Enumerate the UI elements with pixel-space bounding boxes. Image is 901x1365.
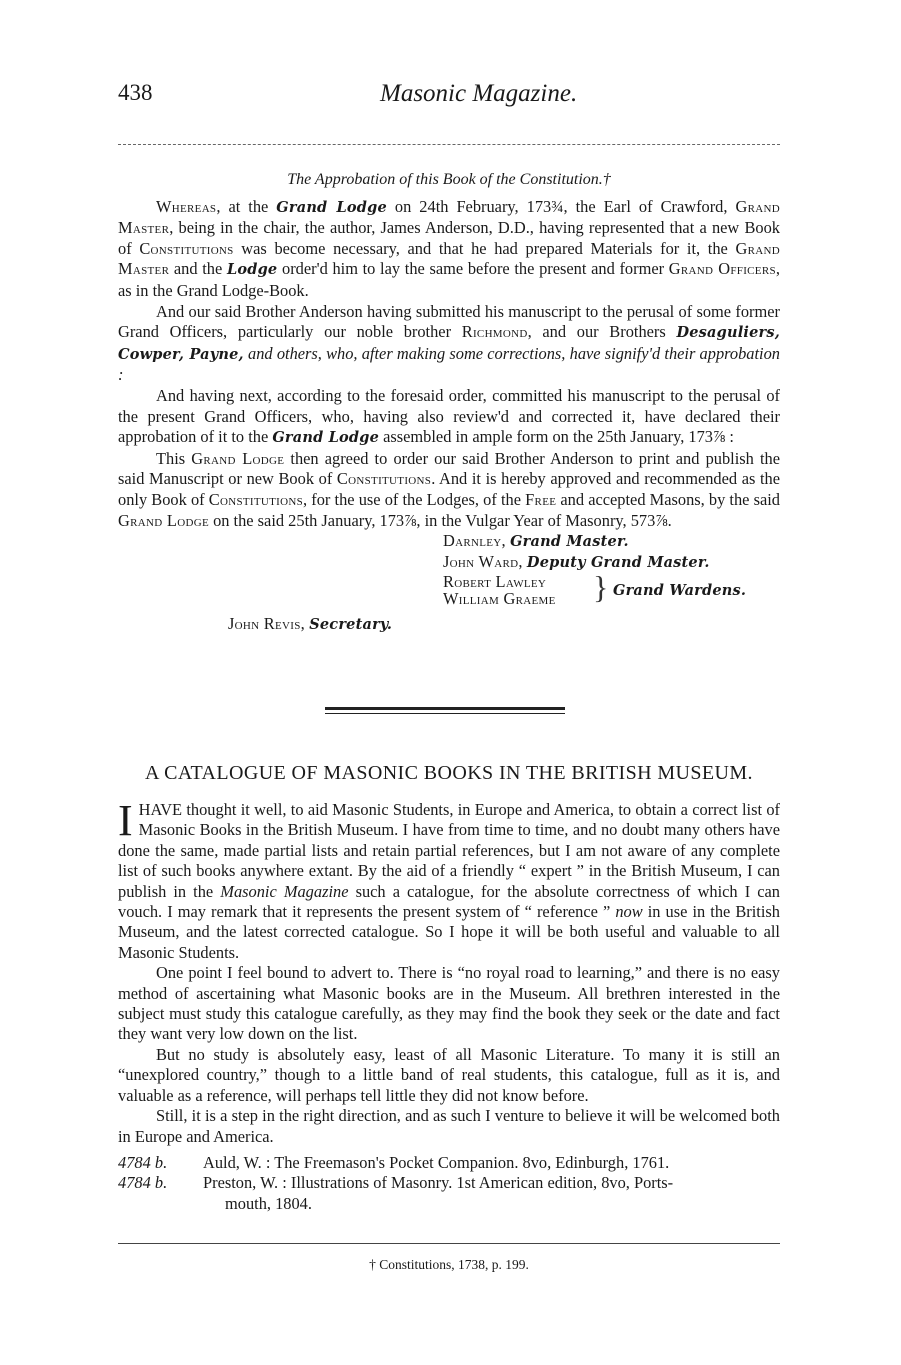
catalogue-title: A CATALOGUE OF MASONIC BOOKS IN THE BRITISH MUSEUM.	[145, 762, 753, 784]
catalogue-entry	[118, 1153, 780, 1173]
catalogue-section	[118, 796, 780, 1214]
running-title: Masonic Magazine.	[380, 80, 578, 107]
approbation-heading: The Approbation of this Book of the Constitution.†	[287, 171, 611, 188]
catalogue-paragraph-4: Still, it is a step in the right direction, and as such I venture to believe it will be welcomed both in Europe and America.	[118, 1106, 780, 1146]
catalogue-paragraph-3: But no study is absolutely easy, least of all Masonic Literature. To many it is still an “unexplored country,” though to a little band of real students, this catalogue, full as it is, and valuable as a reference, will perhaps tell little they did not know before.	[118, 1044, 780, 1105]
wardens-title: Grand Wardens.	[613, 582, 747, 600]
signature-block	[118, 531, 780, 639]
signature-warden-2: William Graeme	[443, 589, 556, 609]
section-separator-thin	[325, 713, 565, 714]
entry-text: Auld, W. : The Freemason's Pocket Companion. 8vo, Edinburgh, 1761.	[203, 1152, 670, 1172]
signature-deputy-grand-master: John Ward, Deputy Grand Master.	[443, 552, 710, 572]
footnote-rule	[118, 1243, 780, 1244]
catalogue-entry	[118, 1173, 780, 1214]
entry-number: 4784 b.	[118, 1173, 168, 1193]
catalogue-entries	[118, 1153, 780, 1214]
catalogue-paragraph-1: I HAVE thought it well, to aid Masonic Students, in Europe and America, to obtain a correct list of Masonic Books in the British Museum. I have from time to time, and no doubt many others have done the same, made partial lists and retain partial references, but I am not aware of any complete list of such books anywhere extant. By the aid of a friendly “ expert ” in the British Museum, I can publish in the Masonic Magazine such a catalogue, for the absolute correctness of which I can vouch. I may remark that it represents the present system of “ reference ” now in use in the British Museum, and the latest corrected catalogue. So I hope it will be both useful and valuable to all Masonic Students.	[118, 796, 780, 962]
footnote: † Constitutions, 1738, p. 199.	[369, 1257, 529, 1272]
wardens-brace-icon: }	[593, 569, 609, 606]
entry-text: Preston, W. : Illustrations of Masonry. 1st American edition, 8vo, Ports-	[203, 1173, 674, 1193]
signature-secretary: John Revis, Secretary.	[228, 614, 393, 634]
approbation-section	[118, 170, 780, 639]
approbation-paragraph-3: And having next, according to the foresaid order, committed his manuscript to the perusal of the present Grand Officers, who, having also review'd and corrected it, have declared their approbation of it to the Grand Lodge assembled in ample form on the 25th January, 173⅞ :	[118, 385, 780, 447]
section-separator-thick	[325, 707, 565, 710]
approbation-paragraph-1: Whereas, at the Grand Lodge on 24th February, 173¾, the Earl of Crawford, Grand Master, being in the chair, the author, James Anderson, D.D., having represented that a new Book of Constitutions was become necessary, and that he had prepared Materials for it, the Grand Master and the Lodge order'd him to lay the same before the present and former Grand Officers, as in the Grand Lodge-Book.	[118, 196, 780, 300]
header-rule	[118, 144, 780, 145]
page-number: 438	[118, 80, 153, 105]
approbation-paragraph-4: This Grand Lodge then agreed to order our said Brother Anderson to print and publish the said Manuscript or new Book of Constitutions. And it is hereby approved and recommended as the only Book of Constitutions, for the use of the Lodges, of the Free and accepted Masons, by the said Grand Lodge on the said 25th January, 173⅞, in the Vulgar Year of Masonry, 573⅞.	[118, 448, 781, 530]
signature-warden-1: Robert Lawley	[443, 572, 547, 592]
catalogue-paragraph-2: One point I feel bound to advert to. There is “no royal road to learning,” and there is no easy method of ascertaining what Masonic books are in the Museum. All brethren interested in the subject must study this catalogue carefully, as they may find the book they seek or the date and fact they want very low down on the list.	[118, 963, 780, 1044]
page-header	[118, 80, 780, 120]
signature-grand-master: Darnley, Grand Master.	[443, 531, 629, 551]
approbation-paragraph-2: And our said Brother Anderson having submitted his manuscript to the perusal of some former Grand Officers, particularly our noble brother Richmond, and our Brothers Desaguliers, Cowper, Payne, and others, who, after making some corrections, have signify'd their approbation :	[118, 301, 780, 385]
entry-number: 4784 b.	[118, 1152, 168, 1172]
drop-cap: I	[118, 796, 133, 845]
entry-continuation: mouth, 1804.	[225, 1193, 312, 1213]
